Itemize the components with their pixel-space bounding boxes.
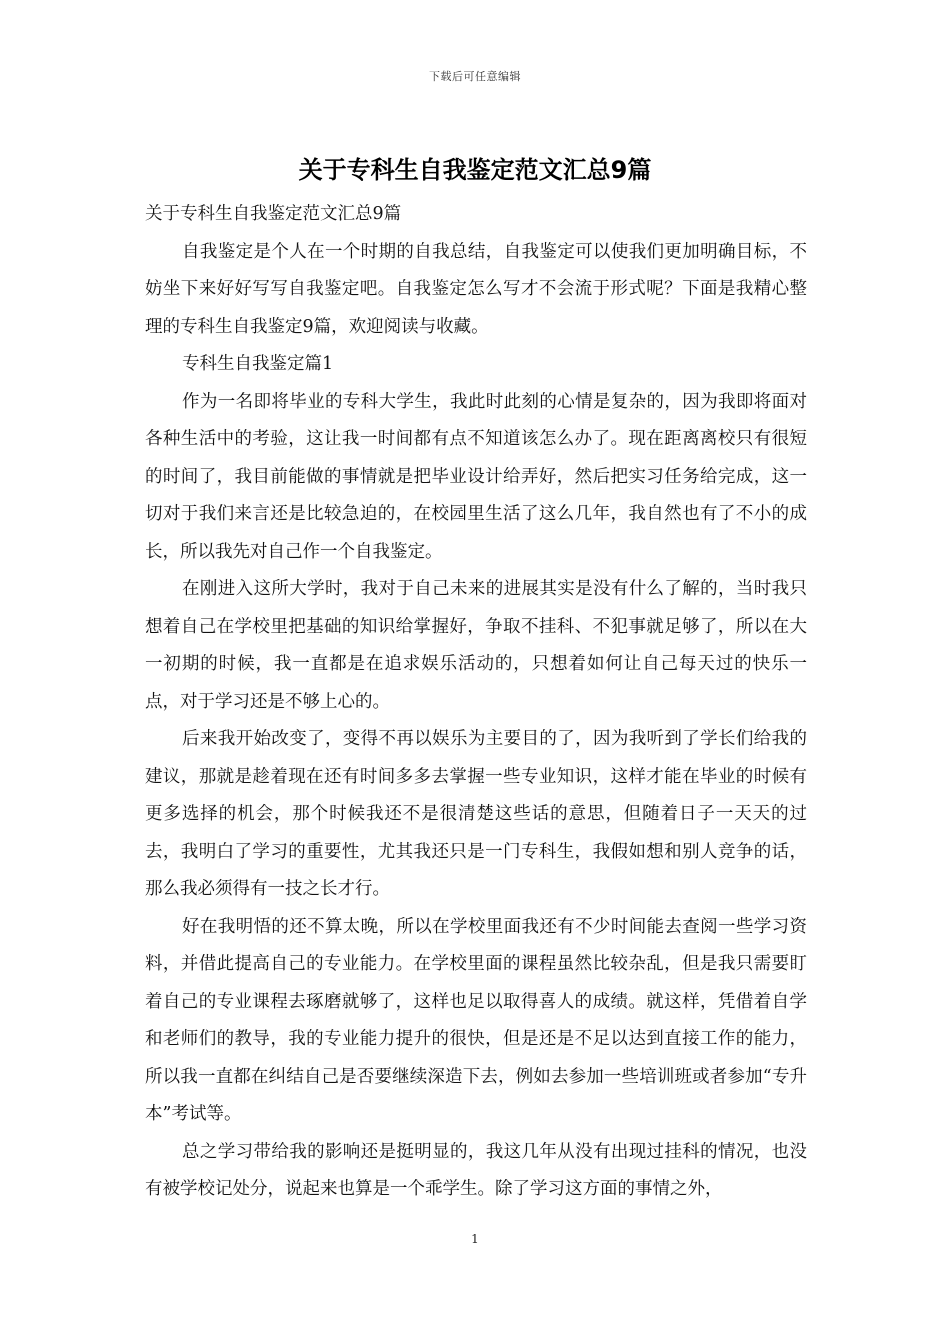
document-body [145, 196, 807, 1209]
body-paragraph: 总之学习带给我的影响还是挺明显的，我这几年从没有出现过挂科的情况，也没有被学校记处分，说起来也算是一个乖学生。除了学习这方面的事情之外， [145, 1141, 807, 1199]
section-heading: 专科生自我鉴定篇1 [182, 354, 334, 374]
body-paragraph: 好在我明悟的还不算太晚，所以在学校里面我还有不少时间能去查阅一些学习资料，并借此提高自己的专业能力。在学校里面的课程虽然比较杂乱，但是我只需要盯着自己的专业课程去琢磨就够了，这样也足以取得喜人的成绩。就这样，凭借着自学和老师们的教导，我的专业能力提升的很快，但是还是不足以达到直接工作的能力，所以我一直都在纠结自己是否要继续深造下去，例如去参加一些培训班或者参加“专升本”考试等。 [145, 916, 807, 1124]
document-title: 关于专科生自我鉴定范文汇总9篇 [298, 156, 652, 184]
intro-paragraph: 自我鉴定是个人在一个时期的自我总结，自我鉴定可以使我们更加明确目标，不妨坐下来好好写写自我鉴定吧。自我鉴定怎么写才不会流于形式呢？下面是我精心整理的专科生自我鉴定9篇，欢迎阅读与收藏。 [145, 241, 807, 337]
body-paragraph: 后来我开始改变了，变得不再以娱乐为主要目的了，因为我听到了学长们给我的建议，那就是趁着现在还有时间多多去掌握一些专业知识，这样才能在毕业的时候有更多选择的机会，那个时候我还不是很清楚这些话的意思，但随着日子一天天的过去，我明白了学习的重要性，尤其我还只是一门专科生，我假如想和别人竞争的话，那么我必须得有一技之长才行。 [145, 729, 807, 899]
document-subtitle: 关于专科生自我鉴定范文汇总9篇 [145, 204, 402, 224]
page-header-note: 下载后可任意编辑 [429, 70, 521, 83]
page-number: 1 [471, 1232, 479, 1246]
body-paragraph: 作为一名即将毕业的专科大学生，我此时此刻的心情是复杂的，因为我即将面对各种生活中的考验，这让我一时间都有点不知道该怎么办了。现在距离离校只有很短的时间了，我目前能做的事情就是把毕业设计给弄好，然后把实习任务给完成，这一切对于我们来言还是比较急迫的，在校园里生活了这么几年，我自然也有了不小的成长，所以我先对自己作一个自我鉴定。 [145, 391, 807, 562]
body-paragraph: 在刚进入这所大学时，我对于自己未来的进展其实是没有什么了解的，当时我只想着自己在学校里把基础的知识给掌握好，争取不挂科、不犯事就足够了，所以在大一初期的时候，我一直都是在追求娱乐活动的，只想着如何让自己每天过的快乐一点，对于学习还是不够上心的。 [145, 579, 807, 712]
